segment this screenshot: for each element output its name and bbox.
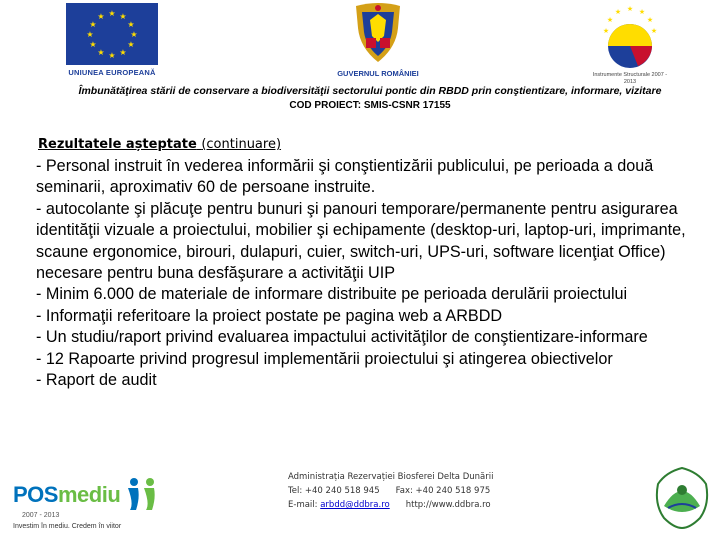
ddbra-logo bbox=[654, 466, 710, 530]
project-title: Îmbunătăţirea stării de conservare a biodiversităţii sectorului pontic din RBDD prin conştientizare, informare, vizitare bbox=[78, 85, 662, 97]
contact-tel: Tel: +40 240 518 945 bbox=[288, 486, 380, 496]
svg-text:★: ★ bbox=[97, 48, 105, 57]
romania-coat-of-arms-icon bbox=[350, 2, 406, 64]
contact-email-label: E-mail: bbox=[288, 500, 318, 510]
result-item: - autocolante şi plăcuţe pentru bunuri şi panouri temporare/permanente pentru asigurarea identităţii vizuale a proiectului, mobilier şi echipamente (desktop-uri, laptop-uri, imprimante, scaune ergonomice, birouri, dulapuri, cuier, switch-uri, UPS-uri, software licenţiat Office) necesare pentru buna desfăşurare a activităţii UIP bbox=[36, 199, 686, 283]
contact-phones bbox=[288, 484, 493, 498]
svg-text:★: ★ bbox=[108, 9, 116, 18]
svg-text:★: ★ bbox=[606, 16, 614, 24]
posmediu-wordmark bbox=[13, 482, 120, 508]
section-heading bbox=[38, 137, 281, 152]
svg-text:★: ★ bbox=[97, 12, 105, 21]
contact-org: Administrația Rezervației Biosferei Delta Dunării bbox=[288, 472, 494, 482]
svg-text:★: ★ bbox=[638, 8, 646, 16]
svg-text:★: ★ bbox=[602, 27, 610, 35]
posmediu-mediu: mediu bbox=[57, 482, 121, 507]
posmediu-logo bbox=[10, 472, 180, 534]
svg-text:★: ★ bbox=[646, 16, 654, 24]
posmediu-pos: POS bbox=[13, 482, 58, 507]
result-item: - Un studiu/raport privind evaluarea impactului activităţilor de conştientizare-informare bbox=[36, 328, 648, 347]
contact-online bbox=[288, 498, 493, 512]
project-code: COD PROIECT: SMIS-CSNR 17155 bbox=[289, 100, 451, 111]
posmediu-years: 2007 - 2013 bbox=[22, 512, 60, 519]
contact-fax: Fax: +40 240 518 975 bbox=[395, 486, 491, 496]
result-item: - Raport de audit bbox=[36, 371, 157, 390]
result-item: - Personal instruit în vederea informării şi conştientizării publicului, pe perioada a două seminarii, aproximativ 60 de persoane instruite. bbox=[36, 157, 654, 197]
posmediu-slogan: Investim în mediu. Credem în viitor bbox=[13, 523, 122, 530]
section-heading-continuation: (continuare) bbox=[201, 137, 282, 152]
gov-logo-label: GUVERNUL ROMÂNIEI bbox=[337, 69, 419, 78]
eu-flag-icon bbox=[66, 3, 158, 65]
structural-instruments-logo bbox=[590, 2, 670, 86]
posmediu-figures-icon bbox=[122, 474, 162, 512]
svg-text:★: ★ bbox=[130, 30, 138, 39]
svg-text:★: ★ bbox=[127, 20, 135, 29]
contact-web: http://www.ddbra.ro bbox=[405, 500, 491, 510]
svg-text:★: ★ bbox=[127, 40, 135, 49]
svg-text:★: ★ bbox=[626, 5, 634, 13]
danube-delta-reserve-emblem-icon bbox=[654, 466, 710, 530]
svg-text:★: ★ bbox=[650, 27, 658, 35]
result-item: - Informaţii referitoare la proiect postate pe pagina web a ARBDD bbox=[36, 306, 503, 325]
gov-logo bbox=[330, 2, 426, 82]
svg-text:★: ★ bbox=[89, 40, 97, 49]
results-list bbox=[36, 156, 701, 391]
eu-logo-label: UNIUNEA EUROPEANĂ bbox=[68, 68, 156, 77]
svg-text:★: ★ bbox=[119, 12, 127, 21]
svg-text:★: ★ bbox=[108, 51, 116, 60]
svg-text:★: ★ bbox=[89, 20, 97, 29]
contact-block bbox=[288, 470, 493, 512]
svg-text:★: ★ bbox=[86, 30, 94, 39]
svg-text:★: ★ bbox=[614, 8, 622, 16]
result-item: - Minim 6.000 de materiale de informare distribuite pe perioada derulării proiectului bbox=[36, 285, 628, 304]
svg-text:★: ★ bbox=[119, 48, 127, 57]
eu-logo bbox=[66, 3, 158, 81]
structural-instruments-icon bbox=[590, 2, 670, 72]
result-item: - 12 Rapoarte privind progresul implementării proiectului şi atingerea obiectivelor bbox=[36, 349, 613, 368]
contact-email-link[interactable]: arbdd@ddbra.ro bbox=[320, 500, 390, 510]
structural-instruments-label: Instrumente Structurale 2007 - 2013 bbox=[592, 72, 668, 85]
section-heading-text: Rezultatele așteptate bbox=[38, 137, 197, 152]
